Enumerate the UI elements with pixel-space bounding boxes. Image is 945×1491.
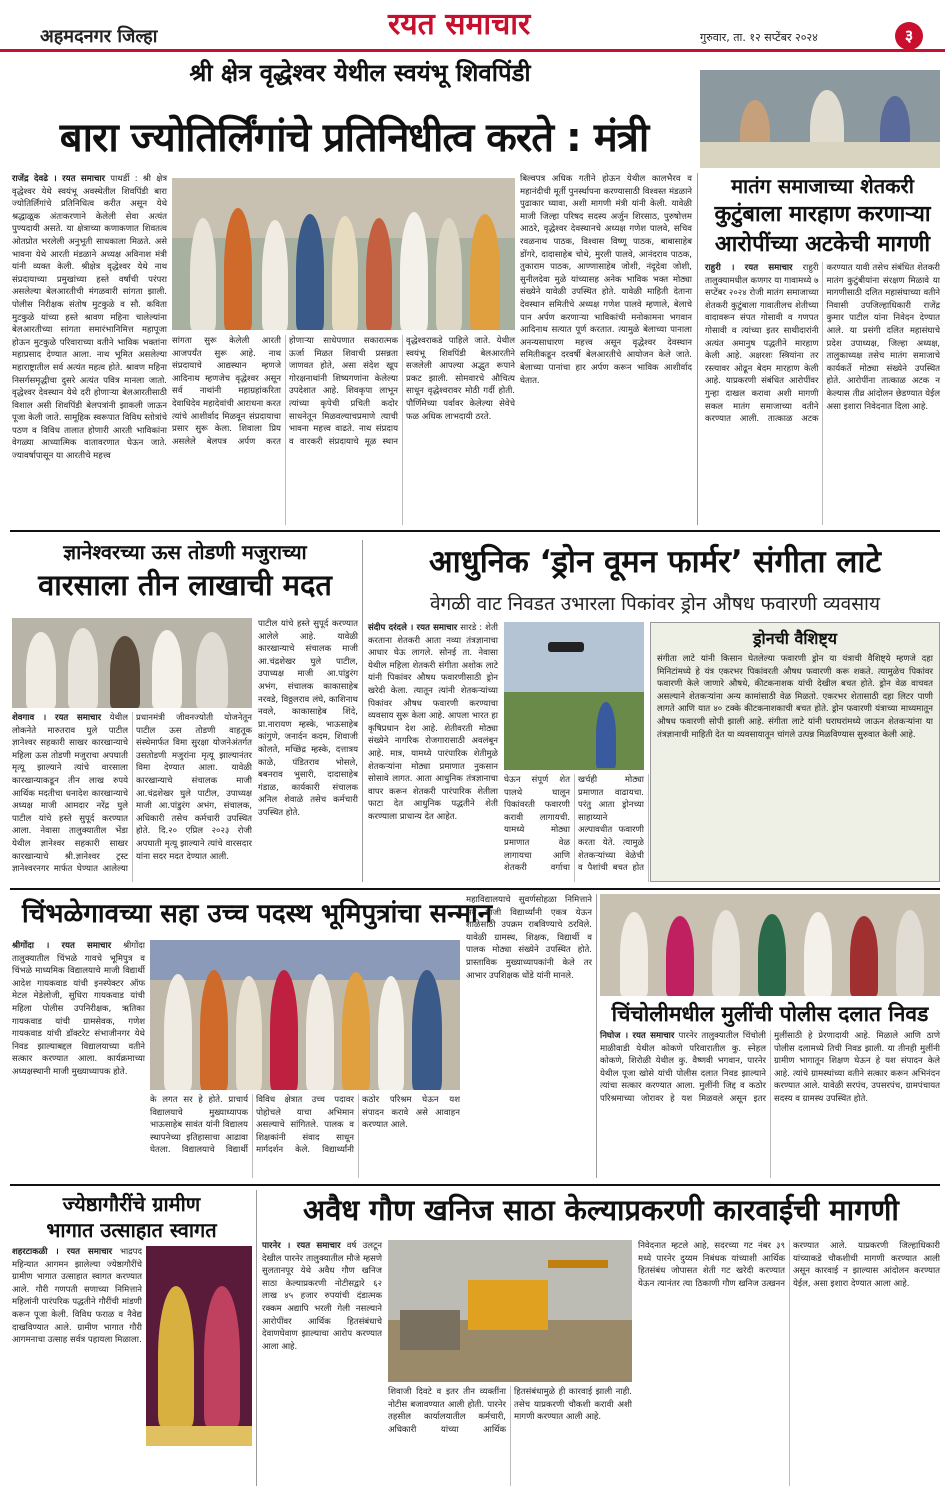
story3-body-left bbox=[12, 712, 252, 882]
story3-body-right bbox=[258, 618, 358, 882]
story2-headline-2: आरोपींच्या अटकेची मागणी bbox=[714, 232, 931, 257]
drone-photo bbox=[504, 622, 644, 770]
story4-text-left: सारडे : शेती करताना शेतकरी आता नव्या तंत्रज्ञानाचा आधार घेऊ लागले. सोनई ता. नेवासा येथील महिला शेतकरी संगीता अशोक लाटे यांनी पिकांवर औषध फवारणीसाठी ड्रोन खरेदी केला. त्यातून त्यांनी शेतकऱ्यांच्या पिकांवर औषध फवारणी करण्याचा व्यवसाय सुरू केला आहे. आपला भारत हा कृषिप्रधान देश आहे. शेतीवरती मोठ्या संख्येने नागरिक रोजगारासाठी अवलंबून आहे. मात्र, यामध्ये पारंपारिक शेतीमुळे शेतकऱ्यांना मोठ्या प्रमाणात नुकसान सोसावे लागत. आता आधुनिक तंत्रज्ञानाचा वापर करून शेतकरी पारंपारिक शेतीला फाटा देत आधुनिक पद्धतीने शेती करण्याला प्राधान्य देत आहेत. bbox=[368, 623, 498, 822]
story1-body-right bbox=[520, 173, 692, 525]
story4-subhead: वेगळी वाट निवडत उभारला पिकांवर ड्रोन औषध फवारणी व्यवसाय bbox=[429, 593, 880, 615]
story4-headline: आधुनिक ‘ड्रोन वूमन फार्मर’ संगीता लाटे bbox=[428, 544, 882, 580]
story3-text-left: येथील लोकनेते मारुतराव घुले पाटील ज्ञानेश्वर सहकारी साखर कारखान्याचे महिला ऊस तोडणी मजुराचा अपघाती मृत्यू झाल्याने त्यांचे वारसाला कारखान्याकडून तीन लाख रुपये आर्थिक मदतीचा धनादेश कारखान्याचे अध्यक्ष माजी आमदार नरेंद्र घुले पाटील यांचे हस्ते सुपूर्द करण्यात आला. नेवासा तालुक्यातील भेंडा येथील ज्ञानेश्वर सहकारी साखर कारखान्याचे श्री.ज्ञानेश्वर ट्रस्ट ज्ञानेश्वरनगर मार्फत घेण्यात bbox=[12, 713, 128, 875]
page-number: ३ bbox=[895, 22, 923, 50]
story7-kicker-1: ज्येष्ठागौरींचे ग्रामीण bbox=[62, 1192, 201, 1216]
excavation-photo bbox=[388, 1240, 632, 1382]
story7-kicker-2: भागात उत्साहात स्वागत bbox=[46, 1218, 217, 1242]
felicitation-photo bbox=[150, 940, 460, 1090]
section-divider bbox=[10, 888, 940, 890]
gauri-photo bbox=[146, 1246, 252, 1446]
story1-body-left bbox=[12, 173, 167, 525]
story1-byline: राजेंद्र देवढे । रयत समाचार bbox=[12, 174, 106, 184]
story5-headline: चिंभळेगावच्या सहा उच्च पदस्थ भूमिपुत्रांचा सन्मान bbox=[22, 899, 493, 929]
story6-text-left: पारनेर तालुक्यातील चिंचोली माळीवाडी येथील कोकणे परिवारातील कु. स्नेहल कोकणे, शिरोळी येथील कु. वैष्णवी भगवान, पारनेर येथील पूजा खोसे यांची पोलीस दलात निवड झाल्याने त्यांचा सत्कार करण्यात आला. मुलींनी जिद्द व कठोर परिश्रमाच्या जोरावर हे यश मिळवले असून इतर मुलींसाठी हे प्रेरणादायी आहे. bbox=[600, 1031, 871, 1104]
story6-body bbox=[600, 1030, 940, 1178]
drone-features-box bbox=[650, 622, 940, 882]
column-divider bbox=[596, 894, 597, 1178]
story2-headline-1: कुटुंबाला मारहाण करणाऱ्या bbox=[714, 202, 931, 227]
story1-body-mid bbox=[172, 335, 515, 525]
story4-body-left bbox=[368, 622, 498, 882]
story6-headline: चिंचोलीमधील मुलींची पोलीस दलात निवड bbox=[611, 1002, 929, 1026]
aid-photo bbox=[12, 618, 252, 708]
story6-byline: निघोज । रयत समाचार bbox=[600, 1031, 675, 1041]
story5-body-mid bbox=[150, 1094, 460, 1178]
story1-headline: बारा ज्योतिर्लिंगांचे प्रतिनिधीत्व करते : मंत्री bbox=[59, 115, 649, 161]
story8-text-mid: शिवाजी दिवटे व इतर तीन व्यक्तींना नोटीस बजावण्यात आली होती. पारनेर तहसील कार्यालयातील कर्मचारी, अधिकारी यांच्या आर्थिक हितसंबंधामुळे ही कारवाई झाली नाही. तसेच याप्रकरणी चौकशी करावी अशी मागणी करण्यात आली आहे. bbox=[388, 1387, 632, 1435]
section-divider bbox=[10, 1184, 940, 1186]
story7-byline: शहरटाकळी । रयत समाचार bbox=[12, 1247, 113, 1257]
story1-text-left: पाथर्डी : श्री क्षेत्र वृद्धेश्वर येथे स्वयंभू अवस्थेतील शिवपिंडी बारा ज्योतिर्लिंगांचे प्रतिनिधित्व करीत असून येथे श्रद्धाळूक अंतःकरणाने केलेली सेवा अत्यंत पुण्यदायी असते. या क्षेत्राच्या कणाकणात शिवतत्व ओतप्रोत भरलेली अनुभूती साधकाला मिळते. असे भावना येथे आरती मंडळाने अध्यक्ष अविनाश मंत्री यांनी व्यक्त केली. श्रीक्षेत्र वृद्धेश्वर येथे नाथ संप्रदायाच्या प्रमुखांच्या हस्ते वर्षांची परंपरा असलेल्या बेलआरतीची मंगळवारी सांगता झाली. पोलीस निरीक्षक संतोष मुटकुळे व सौ. कविता मुटकुळे यांच्या हस्ते श्रावण महिना चालेल्यांना बेलआरतीच्या सांगता समारंभानिमित्त महापूजा होऊन मुटकुळे परिवाराच्या वतीने भाविक भक्तांना महाप्रसाद देण्यात आला. नाथ भूमित असलेल्या महाराष्ट्रातील सर्व अत्यंत महत्व होते. श्रावण महिना निसर्गसमृद्धीचा दुसरे अत्यंत पवित्र मानला जातो. वृद्धेश्वर देवस्थान येथे दरी होणाऱ्या बेलआरतीसाठी विशाल असी शिवपिंडी बेलपत्रांनी झाकली जाऊन पूजा केली जाते. सामूहिक स्वरूपात विविध स्तोत्रांचे पठण व विविध तालात होणारी आरती भाविकांना वेगळ्या आध्यात्मिक वातावरणात घेऊन जाते. ज्यावर्षापासून या आरतीचे महत्त्व bbox=[12, 174, 168, 462]
story8-byline: पारनेर । रयत समाचार bbox=[262, 1241, 341, 1251]
box-text: संगीता लाटे यांनी किसान घेतलेल्या फवारणी ड्रोन या यंत्राची वैशिष्ट्ये म्हणजे दहा मिनिटांमध्ये हे यंत्र एकरभर पिकांवरती औषध फवारणी करू शकते. त्यामुळेच पिकांवर फवारणी केले जाणारे औषधे, कीटकनाशक यांची देखील बचत होते. ड्रोन वेळ वाचवत असल्याने शेतकऱ्यांना अन्य कामांसाठी वेळ मिळतो. एकरभर शेतासाठी दहा लिटर पाणी लागते आणि यात ४० टक्के कीटकनाशकाची बचत होते. ड्रोन फवारणी यंत्राच्या माध्यमातून औषध फवारणी सोपी झाली आहे. संगीता लाटे यांनी घराघरांमध्ये जाऊन शेतकऱ्यांना या तंत्रज्ञानाची माहिती देत या व्यवसायातून चांगले उत्पन्न मिळविण्यास सुरुवात केली आहे. bbox=[657, 654, 933, 740]
story8-body-right bbox=[638, 1240, 940, 1486]
story8-body-mid bbox=[388, 1386, 632, 1486]
story1-text-right: बिल्वपत्र अधिक गतीने होऊन येथील कालभैरव व महानंदीची मूर्ती पुनर्स्थापना करण्यासाठी विश्वस्त मंडळाने पुढाकार घ्यावा, अशी मागणी मंत्री यांनी केली. यावेळी माजी जिल्हा परिषद सदस्य अर्जुन शिरसाठ, पुरुषोत्तम आठरे, वृद्धेश्वर देवस्थानचे अध्यक्ष गणेश पालवे, सचिव रवळनाथ पाठक, विश्वास विष्णू पाठक, बाबासाहेब डोंगरे, दादासाहेब चोथे, मुरली पालवे, आनंदराव पाठक, तुकाराम पाठक, आण्णासाहेब जोशी, नंदूदेवा जोशी, सुनीलदेवा मुळे यांच्यासह अनेक भाविक भक्त मोठ्या संख्येने यावेळी उपस्थित होते. यावेळी माहिती देताना देवस्थान समितीचे अध्यक्ष गणेश पालवे म्हणाले, बेलाचे पान अर्पण करणाऱ्या भाविकांची मनोकामना भगवान आदिनाथ सत्यात पूर्ण करतात. त्यामुळे बेलाच्या पानाला अनन्यसाधारण महत्त्व असून वृद्धेश्वर देवस्थान समितीकडून दरवर्षी बेलआरतीचे आयोजन केले जाते. बेलाच्या पानांचा हार अर्पण करून भाविक आशीर्वाद घेतात. bbox=[520, 174, 692, 386]
story5-byline: श्रीगोंदा । रयत समाचार bbox=[12, 941, 112, 951]
story4-byline: संदीप दरंदले । रयत समाचार bbox=[368, 623, 458, 633]
story8-text-right: निवेदनात म्हटले आहे, सदरच्या गट नंबर ३९ मध्ये पारनेर दुय्यम निबंधक यांच्याशी आर्थिक हितसंबंध जोपासत शेती गट खरेदी करण्यात येऊन त्यानंतर त्या ठिकाणी गौण खनिज उत्खनन करण्यात आले. याप्रकरणी जिल्हाधिकारी यांच्याकडे चौकशीची मागणी करण्यात आली असून कारवाई न झाल्यास आंदोलन करण्यात येईल, असा इशारा देण्यात आला आहे. bbox=[638, 1241, 940, 1289]
story8-text-left: वर्ष उलटून देखील पारनेर तालुक्यातील मौजे म्हसणे सुलतानपूर येथे अवैध गौण खनिज साठा केल्याप्रकरणी नोटीसद्वारे ६२ लाख ४५ हजार रुपयांची दंडात्मक रक्कम अद्यापि भरली गेली नसल्याने आरोपींवर आर्थिक हितसंबंधाचे देवाणघेवाण झाल्याचा आरोप करण्यात आला आहे. bbox=[262, 1241, 383, 1352]
story2-byline: राहुरी । रयत समाचार bbox=[705, 263, 793, 273]
story5-body-left bbox=[12, 940, 145, 1178]
story4-body-right bbox=[504, 774, 644, 882]
story5-text-left: श्रीगोंदा तालुक्यातील चिंभळे गावचे भूमिपुत्र व चिंभळे माध्यमिक विद्यालयाचे माजी विद्यार्थी आदेश गायकवाड यांची इनस्पेक्टर ऑफ मेटल मेडेलोजी, सुधिरा गायकवाड यांची महिला पोलीस उपनिरीक्षक, ऋतिका गायकवाड यांची ग्रामसेवक, गणेश गायकवाड यांची डॉक्टरेट संभाजीनगर येथे निवड झाल्याबद्दल विद्यालयाच्या वतीने सत्कार करण्यात आला. कार्यक्रमाच्या अध्यक्षस्थानी माजी मुख्याध्यापक होते. bbox=[12, 941, 145, 1077]
district-label: अहमदनगर जिल्हा bbox=[40, 26, 158, 47]
story5-text-right: महाविद्यालयाचे सुवर्णसोहळा निमित्ताने सर्व माजी विद्यार्थ्यांनी एकत्र येऊन शाळेसाठी उपक्रम राबविण्याचे ठरविले. यावेळी ग्रामस्थ, शिक्षक, विद्यार्थी व पालक मोठ्या संख्येने उपस्थित होते. प्रास्ताविक मुख्याध्यापकांनी केले तर आभार उपशिक्षक धोंडे यांनी मानले. bbox=[466, 895, 592, 981]
column-divider bbox=[697, 173, 698, 525]
story1-text-mid: सांगता सुरू केलेली आरती आजपर्यंत सुरू आहे. नाथ संप्रदायाचे आद्यस्थान म्हणजे आदिनाथ म्हणजेच वृद्धेश्वर असून सर्व नाथांनी महाग्रहांकरिता देवाधिदेव महादेवांची आराधना करत त्यांचे आशीर्वाद मिळवून संप्रदायाचा प्रसार सुरू केला. शिवाला प्रिय असलेले बेलपत्र अर्पण करत होणाऱ्या साधेपणात सकारात्मक ऊर्जा मिळत शिवाची प्रसन्नता जाणवत होते, असा संदेश खूप गोरक्षनाथांनी शिष्यगणांना केलेल्या उपदेशात आहे. शिवकृपा लाभून त्यांच्या कृपेची प्रचिती कदोर साधनेतून मिळवल्याचप्रमाणे त्याची भावना महत्त्व वाढते. नाथ संप्रदाय व वारकरी संप्रदायाचे मूळ स्थान वृद्धेश्वराकडे पाहिले जाते. येथील स्वयंभू शिवपिंडी बेलआरतीने सजलेली आपल्या अद्भुत रूपाने प्रकट झाली. सोमवारचे औचित्य साधून वृद्धेश्वरावर मोठी गर्दी होती. पौर्णिमेच्या पर्वावर केलेल्या सेवेचे फळ अधिक लाभदायी ठरते. bbox=[172, 336, 515, 447]
story3-text-right: पाटील यांचे हस्ते सुपूर्द करण्यात आलेले आहे. यावेळी कारखान्याचे संचालक माजी आ.चंद्रशेखर घुले पाटील, उपाध्यक्ष माजी आ.पांडुरंग अभंग, संचालक काकासाहेब नरवडे, विठ्ठलराव लंघे, काशिनाथ नवले, काकासाहेब शिंदे, प्रा.नारायण म्हस्के, भाऊसाहेब कांगुणे, जनार्दन कदम, शिवाजी कोलते, मच्छिंद्र म्हस्के, दत्तात्रय काळे, पंडितराव भोसले, बबनराव भुसारी, दादासाहेब गंडाळ, कार्यकारी संचालक अनिल शेवाळे तसेच कर्मचारी उपस्थित होते. bbox=[258, 619, 358, 818]
story3-text-mid: आलेल्या प्रधानमंत्री जीवनज्योती योजनेतून पाटील ऊस तोडणी वाहतूक संस्थेमार्फत विमा सुरक्षा योजनेअंतर्गत उसतोडणी मजुरांना मृत्यू झाल्यानंतर विमा देण्यात आला. यावेळी कारखान्याचे संचालक माजी आ.चंद्रशेखर घुले पाटील, उपाध्यक्ष माजी आ.पांडुरंग अभंग, संचालक, अधिकारी तसेच कर्मचारी उपस्थित होते. दि.२० एप्रिल २०२३ रोजी अपघाती मृत्यू झाल्याने त्यांचे वारसदार यांना सदर मदत देण्यात आली. bbox=[102, 713, 252, 875]
story8-headline: अवैध गौण खनिज साठा केल्याप्रकरणी कारवाईची मागणी bbox=[303, 1193, 899, 1227]
office-photo bbox=[700, 70, 940, 168]
story3-byline: शेवगाव । रयत समाचार bbox=[12, 713, 102, 723]
story8-body-left bbox=[262, 1240, 382, 1486]
story6-text-right: मिळाले आणि ठाणे पोलीस दलामध्ये तिची निवड झाली. या तीनही मुलींनी ग्रामीण भागातून शिक्षण घेऊन हे यश संपादन केले आहे. त्यांचे ग्रामस्थांच्या वतीने सत्कार करून अभिनंदन करण्यात आले. यावेळी सरपंच, उपसरपंच, ग्रामपंचायत सदस्य व ग्रामस्थ उपस्थित होते. bbox=[774, 1031, 941, 1104]
story5-body-right bbox=[466, 894, 592, 1178]
story5-text-mid: के लगत सर हे होते. प्राचार्य विद्यालयाचे मुख्याध्यापक भाऊसाहेब सावंत यांनी विद्यालय स्थापनेच्या इतिहासाचा आढावा घेतला. विद्यालयाचे विद्यार्थी विविध क्षेत्रात उच्च पदावर पोहोचले याचा अभिमान असल्याचे सांगितले. पालक व शिक्षकांनी संवाद साधून मार्गदर्शन केले. विद्यार्थ्यांनी कठोर परिश्रम घेऊन यश संपादन करावे असे आवाहन करण्यात आले. bbox=[150, 1095, 460, 1156]
police-selection-photo bbox=[600, 894, 940, 996]
masthead: रयत समाचार bbox=[388, 7, 531, 42]
story1-kicker: श्री क्षेत्र वृद्धेश्वर येथील स्वयंभू शिवपिंडी bbox=[189, 59, 531, 87]
column-divider bbox=[256, 1190, 257, 1486]
story3-headline: वारसाला तीन लाखाची मदत bbox=[38, 568, 332, 602]
story2-text-left: राहुरी तालुक्यामधील कणगर या गावामध्ये ७ सप्टेंबर २०२४ रोजी मातंग समाजाच्या शेतकरी कुटुंबाला गावातीलच शेतीच्या वादावरून संपत गोसावी व गणपत गोसावी व त्यांच्या इतर साथीदारांनी अत्यंत अमानुष पद्धतीने मारहाण केली आहे. अक्षरशः स्त्रियांना तर रस्त्यावर ओढून बेदम मारहाण केली आहे. याप्रकरणी संबंधित आरोपींवर गुन्हा दाखल करावा अशी मागणी सकल मातंग समाजाच्या वतीने करण्यात आली. bbox=[705, 263, 819, 425]
story3-kicker: ज्ञानेश्वरच्या ऊस तोडणी मजुराच्या bbox=[63, 540, 307, 564]
story7-body bbox=[12, 1246, 142, 1486]
story2-body bbox=[705, 262, 940, 525]
story2-kicker: मातंग समाजाच्या शेतकरी bbox=[731, 174, 914, 198]
issue-date: गुरुवार, ता. १२ सप्टेंबर २०२४ bbox=[700, 31, 818, 44]
box-title: ड्रोनची वैशिष्ट्य bbox=[752, 629, 837, 648]
story2-text-right: तात्काळ अटक करण्यात यावी तसेच संबंधित शेतकरी मातंग कुटुंबीयांना संरक्षण मिळावे या मागणीसाठी दलित महासंघाच्या वतीने निवासी उपजिल्हाधिकारी राजेंद्र कुमार पाटील यांना निवेदन देण्यात आले. या प्रसंगी दलित महासंघाचे प्रदेश उपाध्यक्ष, जिल्हा अध्यक्ष, तालुकाध्यक्ष तसेच मातंग समाजाचे कार्यकर्ते मोठ्या संख्येने उपस्थित होते. आरोपींना तात्काळ अटक न केल्यास तीव्र आंदोलन छेडण्यात येईल असा इशारा निवेदनात दिला आहे. bbox=[767, 263, 940, 425]
column-divider bbox=[362, 540, 363, 882]
group-photo bbox=[172, 178, 515, 330]
story7-text: भाद्रपद महिन्यात आगमन झालेल्या ज्येष्ठागौरींचे ग्रामीण भागात उत्साहात स्वागत करण्यात आले. गौरी गणपती सणाच्या निमित्ताने महिलांनी पारंपरिक पद्धतीने गौरींची मांडणी करून पूजा केली. विविध फराळ व नैवेद्य दाखविण्यात आले. ग्रामीण भागात गौरी आगमनाचा उत्साह सर्वत्र पहायला मिळाला. bbox=[12, 1247, 143, 1346]
story4-text-right: घेऊन संपूर्ण शेत पालथे घालून पिकांवरती फवारणी करावी लागायची. यामध्ये मोठ्या प्रमाणात वेळ लागायचा आणि शेतकरी वर्गाचा खर्चही मोठ्या प्रमाणात वाढायचा. परंतु आता ड्रोनच्या साहाय्याने अल्पावधीत फवारणी करता येते. त्यामुळे शेतकऱ्यांच्या वेळेची व पैशांची बचत होत bbox=[504, 775, 644, 874]
section-divider bbox=[10, 530, 940, 532]
